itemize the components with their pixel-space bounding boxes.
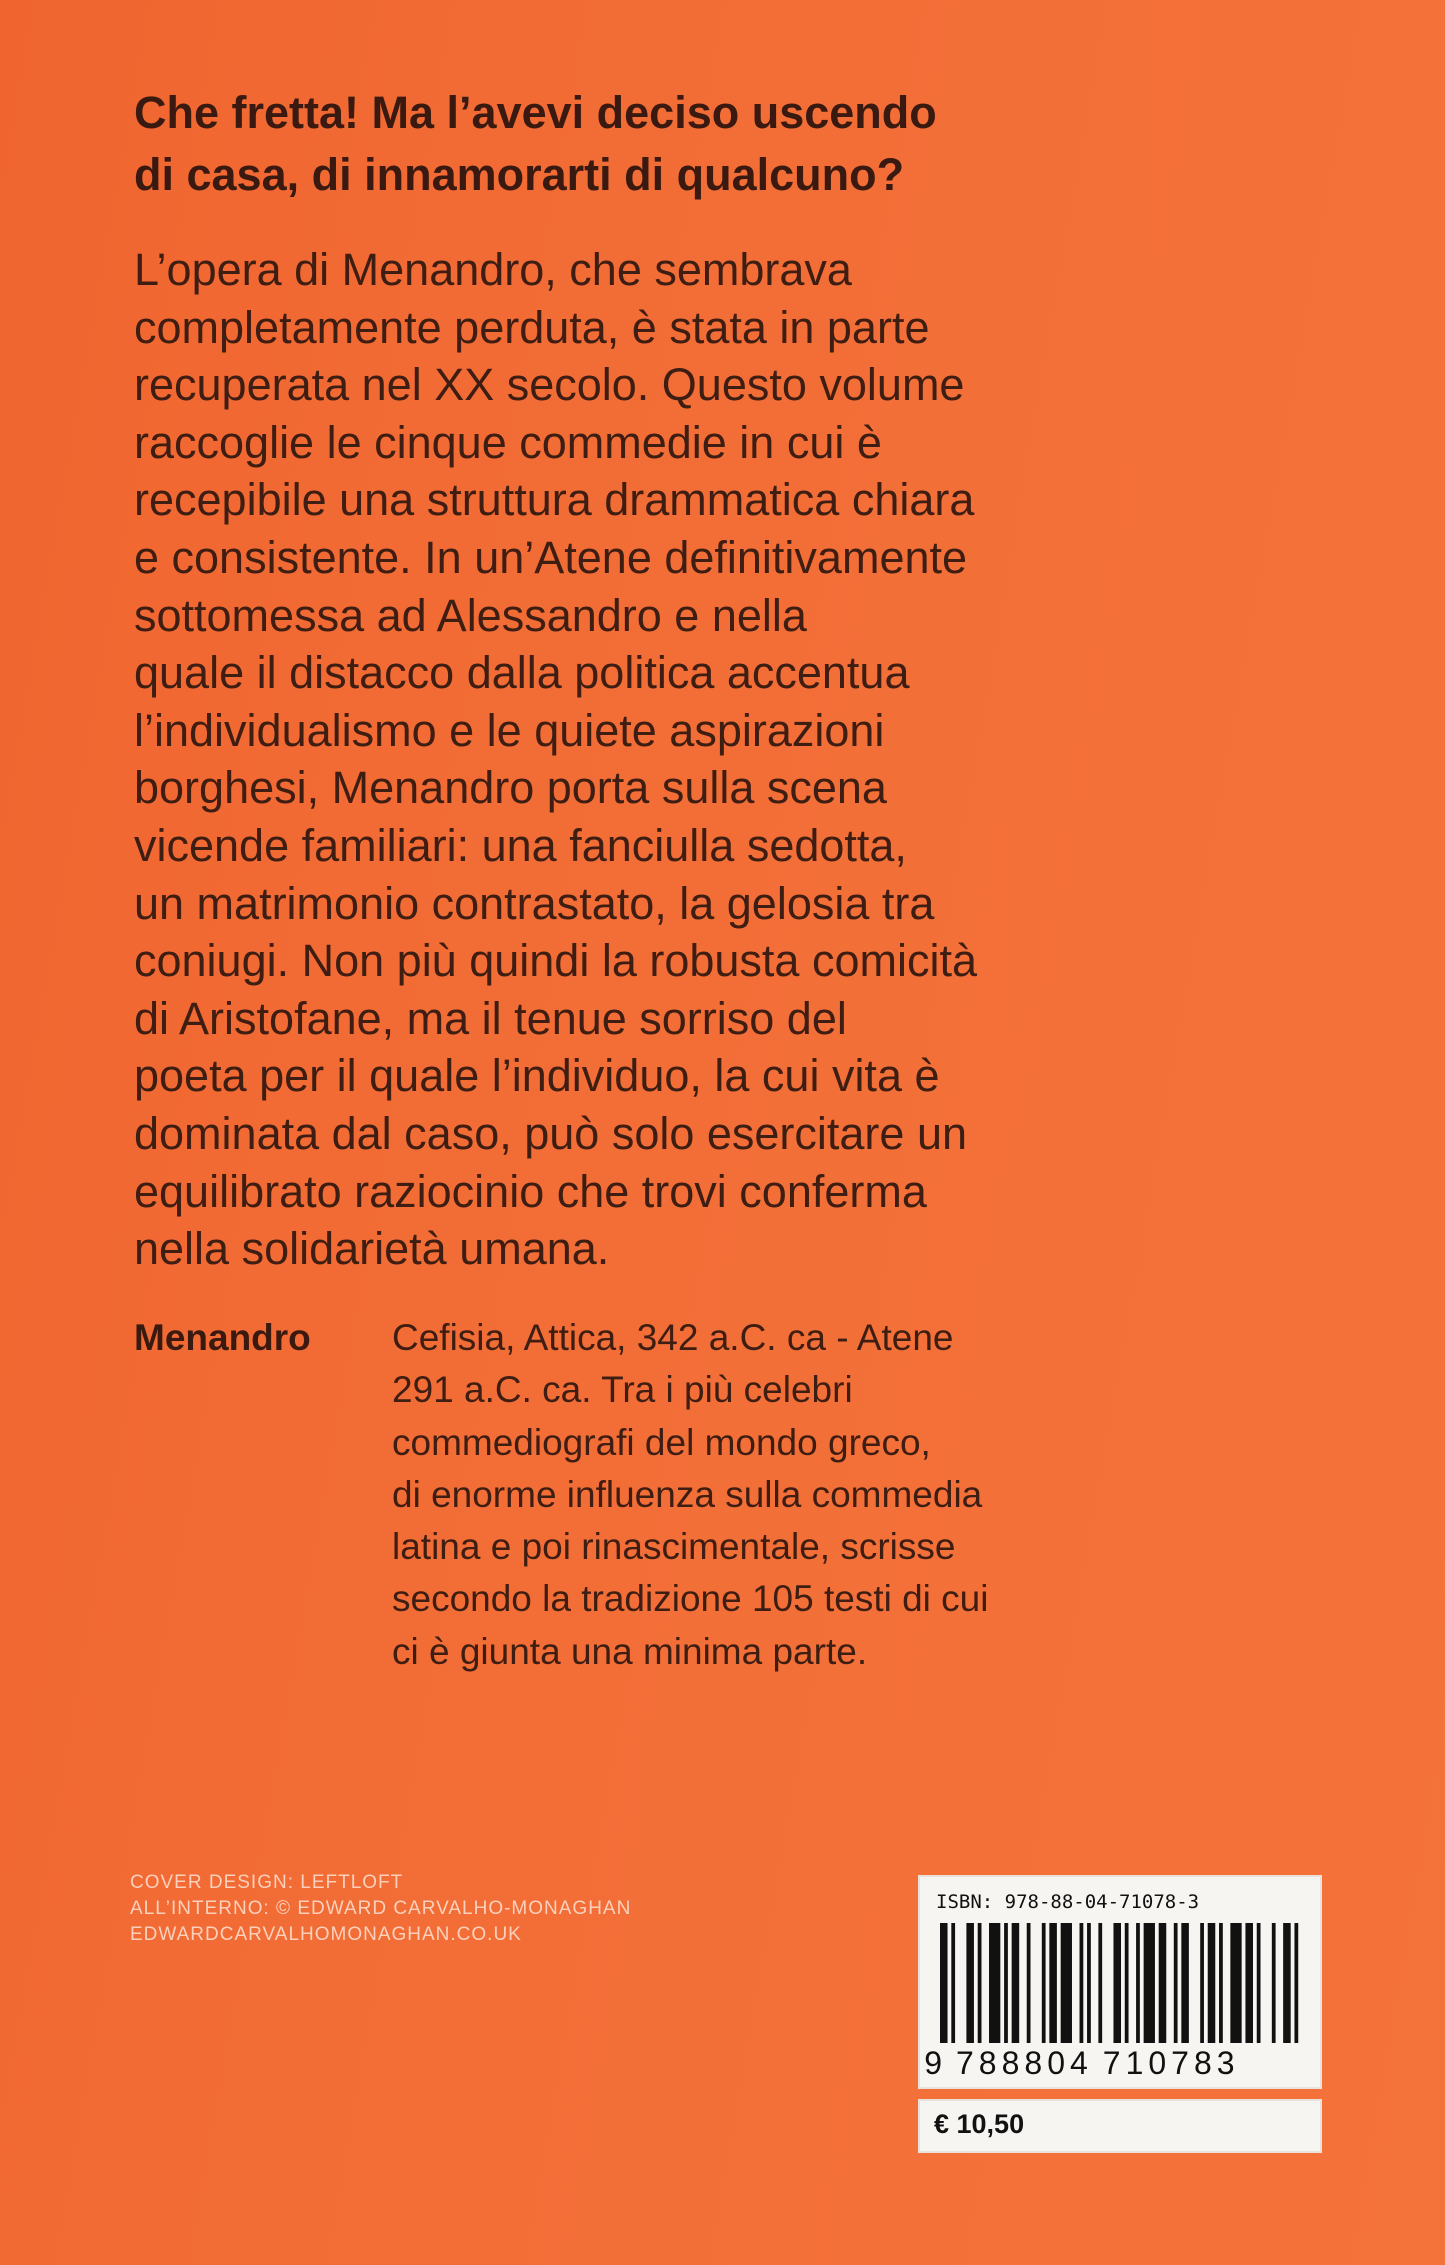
barcode-bar xyxy=(1027,1923,1031,2043)
barcode-bar xyxy=(1125,1923,1129,2043)
author-bio-line: di enorme influenza sulla commedia xyxy=(392,1473,983,1515)
blurb-line: sottomessa ad Alessandro e nella xyxy=(134,589,807,641)
barcode-bar xyxy=(1283,1923,1291,2043)
barcode-bar xyxy=(1113,1923,1121,2043)
author-bio-line: Cefisia, Attica, 342 a.C. ca - Atene xyxy=(392,1317,954,1358)
barcode-bar xyxy=(940,1923,948,2043)
tagline xyxy=(134,82,1134,206)
barcode-bar xyxy=(978,1923,982,2043)
blurb-line: vicende familiari: una fanciulla sedotta, xyxy=(134,819,907,871)
blurb-line: quale il distacco dalla politica accentua xyxy=(134,647,910,699)
barcode-bar xyxy=(1181,1923,1189,2043)
barcode-bar xyxy=(1080,1923,1084,2043)
price-text: € 10,50 xyxy=(934,2109,1025,2139)
barcode-bar xyxy=(1272,1923,1276,2043)
barcode-digit-first: 9 xyxy=(924,2045,942,2081)
barcode-label xyxy=(918,1875,1322,2089)
blurb-line: recepibile una struttura drammatica chiara xyxy=(134,474,975,526)
barcode-bar xyxy=(951,1923,955,2043)
barcode-bar xyxy=(1208,1923,1216,2043)
credit-line: EDWARDCARVALHOMONAGHAN.CO.UK xyxy=(130,1924,522,1945)
author-bio-line: 291 a.C. ca. Tra i più celebri xyxy=(392,1369,853,1411)
barcode-bar xyxy=(1294,1923,1298,2043)
blurb xyxy=(134,241,1134,1278)
barcode-digits-right: 710783 xyxy=(1102,2045,1240,2081)
barcode-bar xyxy=(1087,1923,1091,2043)
barcode-bar xyxy=(1098,1923,1102,2043)
blurb-line: equilibrato raziocinio che trovi conferma xyxy=(134,1165,927,1217)
blurb-line: poeta per il quale l’individuo, la cui vita è xyxy=(134,1050,940,1102)
credit-line: COVER DESIGN: LEFTLOFT xyxy=(130,1872,404,1893)
tagline-line: di casa, di innamorarti di qualcuno? xyxy=(134,149,905,200)
barcode-bar xyxy=(1230,1923,1241,2043)
blurb-line: dominata dal caso, può solo esercitare un xyxy=(134,1107,968,1159)
tagline-line: Che fretta! Ma l’avevi deciso uscendo xyxy=(134,87,937,138)
credit-line: ALL’INTERNO: © EDWARD CARVALHO-MONAGHAN xyxy=(130,1898,632,1919)
author-bio xyxy=(392,1312,1092,1678)
barcode-bar xyxy=(1049,1923,1057,2043)
barcode-bar xyxy=(1159,1923,1167,2043)
blurb-line: un matrimonio contrastato, la gelosia tra xyxy=(134,877,935,929)
blurb-line: l’individualismo e le quiete aspirazioni xyxy=(134,704,885,756)
blurb-line: coniugi. Non più quindi la robusta comicità xyxy=(134,935,977,987)
barcode-bar xyxy=(1257,1923,1261,2043)
blurb-line: recuperata nel XX secolo. Questo volume xyxy=(134,359,965,411)
barcode-bar xyxy=(989,1923,1000,2043)
barcode-bar xyxy=(1174,1923,1178,2043)
barcode-bar xyxy=(966,1923,974,2043)
barcode-bar xyxy=(1219,1923,1223,2043)
barcode-bar xyxy=(1004,1923,1008,2043)
blurb-line: borghesi, Menandro porta sulla scena xyxy=(134,762,887,814)
barcode-digits-left: 788804 xyxy=(956,2045,1093,2081)
author-name: Menandro xyxy=(134,1317,311,1358)
barcode-bars xyxy=(940,1923,1302,2043)
barcode-bar xyxy=(1012,1923,1020,2043)
isbn-text: ISBN: 978-88-04-71078-3 xyxy=(936,1891,1200,1913)
author-bio-line: secondo la tradizione 105 testi di cui xyxy=(392,1578,989,1620)
author-bio-line: commediografi del mondo greco, xyxy=(392,1421,931,1463)
blurb-line: L’opera di Menandro, che sembrava xyxy=(134,244,852,295)
barcode-bar xyxy=(1136,1923,1140,2043)
blurb-line: di Aristofane, ma il tenue sorriso del xyxy=(134,992,847,1044)
barcode-bar xyxy=(1042,1923,1046,2043)
blurb-line: raccoglie le cinque commedie in cui è xyxy=(134,416,882,468)
blurb-line: completamente perduta, è stata in parte xyxy=(134,301,930,353)
price-label xyxy=(918,2099,1322,2153)
blurb-line: nella solidarietà umana. xyxy=(134,1223,610,1275)
barcode-digits xyxy=(920,2045,1320,2082)
blurb-line: e consistente. In un’Atene definitivamente xyxy=(134,531,968,583)
author-bio-line: latina e poi rinascimentale, scrisse xyxy=(392,1526,956,1568)
barcode-bar xyxy=(1144,1923,1155,2043)
barcode-bar xyxy=(1061,1923,1072,2043)
author-bio-line: ci è giunta una minima parte. xyxy=(392,1630,868,1672)
barcode-bar xyxy=(1245,1923,1253,2043)
cover-credits xyxy=(130,1870,631,1948)
barcode-bar xyxy=(1200,1923,1204,2043)
